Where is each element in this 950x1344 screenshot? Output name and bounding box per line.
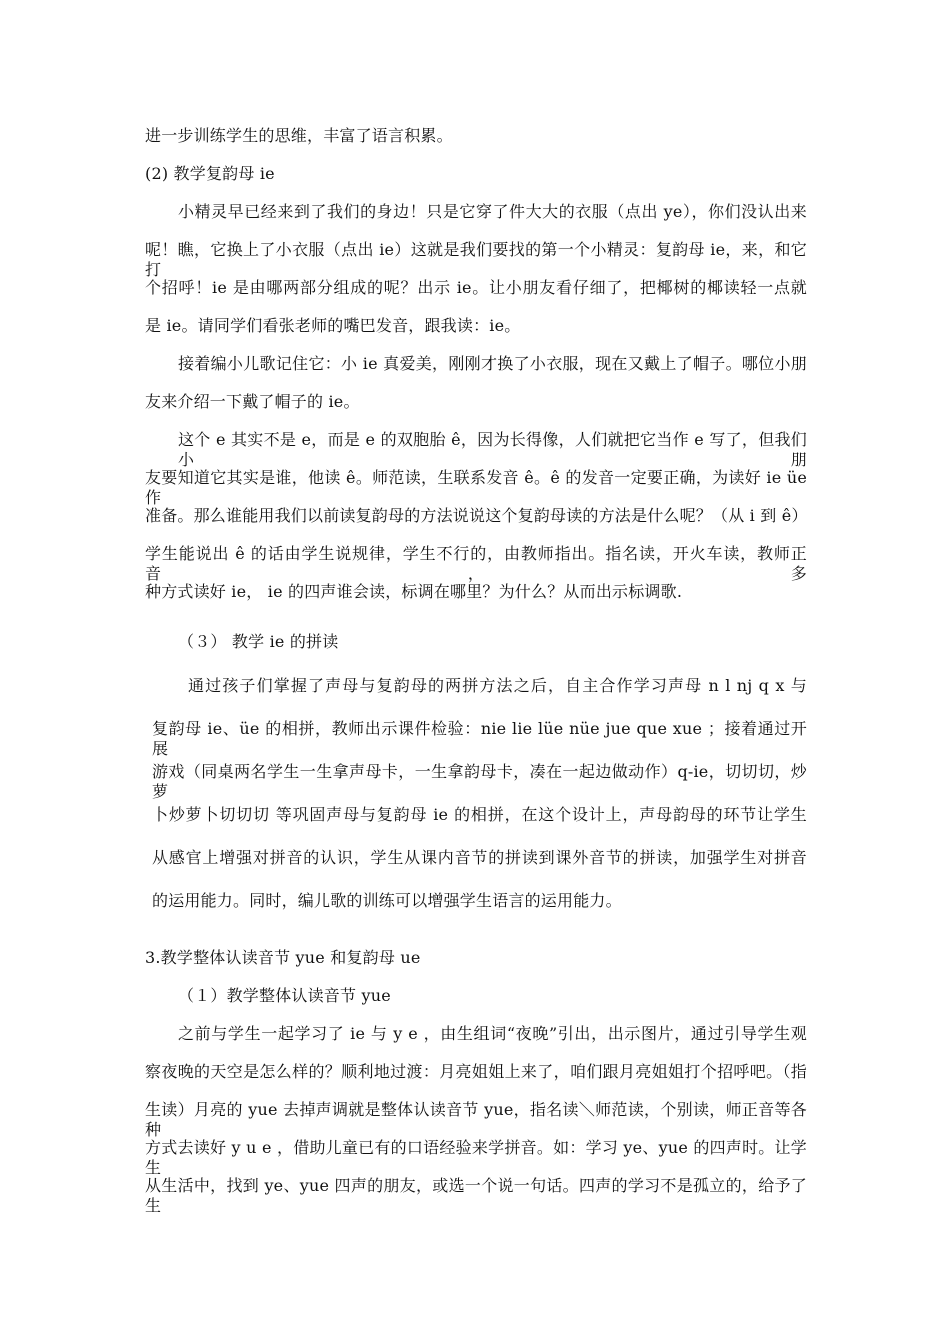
text-line-8: 友来介绍一下戴了帽子的 ie。 [145,392,360,411]
text-line-4: 呢！瞧，它换上了小衣服（点出 ie）这就是我们要找的第一个小精灵：复韵母 ie，来，和它打 [145,240,807,279]
text-line-16: 复韵母 ie、üe 的相拼，教师出示课件检验：nie lie lüe nüe jue que xue ；接着通过开展 [152,719,807,758]
text-line-13: 种方式读好 ie， ie 的四声谁会读，标调在哪里？为什么？从而出示标调歌. [145,582,683,601]
text-line-26: 方式去读好 y u e ，借助儿童已有的口语经验来学拼音。如：学习 ye、yue 的四声时。让学生 [145,1138,807,1177]
section-heading: 3.教学整体认读音节 yue 和复韵母 ue [145,948,421,967]
text-line-2: (2) 教学复韵母 ie [145,164,275,183]
text-line-5: 个招呼！ie 是由哪两部分组成的呢？出示 ie。让小朋友看仔细了，把椰树的椰读轻一点就 [145,278,807,297]
text-line-14: （３） 教学 ie 的拼读 [178,632,339,651]
text-line-15: 通过孩子们掌握了声母与复韵母的两拼方法之后，自主合作学习声母 n l nj q x 与 [188,676,807,695]
text-line-23: 之前与学生一起学习了 ie 与 y e ，由生组词“夜晚”引出，出示图片，通过引导学生观 [178,1024,807,1043]
text-line-1: 进一步训练学生的思维，丰富了语言积累。 [145,126,453,145]
text-line-7: 接着编小儿歌记住它：小 ie 真爱美，刚刚才换了小衣服，现在又戴上了帽子。哪位小朋 [178,354,807,373]
text-line-17: 游戏（同桌两名学生一生拿声母卡，一生拿韵母卡，凑在一起边做动作）q-ie，切切切，炒萝 [152,762,807,801]
text-line-12: 学生能说出 ê 的话由学生说规律，学生不行的，由教师指出。指名读，开火车读，教师正音，多 [145,544,807,583]
text-line-6: 是 ie。请同学们看张老师的嘴巴发音，跟我读：ie。 [145,316,521,335]
subsection-heading: （１）教学整体认读音节 yue [178,986,391,1005]
text-line-11: 准备。那么谁能用我们以前读复韵母的方法说说这个复韵母读的方法是什么呢？（从 i 到 ê） [145,506,808,525]
text-line-3: 小精灵早已经来到了我们的身边！只是它穿了件大大的衣服（点出 ye），你们没认出来 [178,202,807,221]
text-line-19: 从感官上增强对拼音的认识，学生从课内音节的拼读到课外音节的拼读，加强学生对拼音 [152,848,807,867]
text-line-27: 从生活中，找到 ye、yue 四声的朋友，或选一个说一句话。四声的学习不是孤立的，给予了生 [145,1176,807,1215]
text-line-18: 卜炒萝卜切切切 等巩固声母与复韵母 ie 的相拼，在这个设计上，声母韵母的环节让学生 [152,805,807,824]
text-line-24: 察夜晚的天空是怎么样的？顺利地过渡：月亮姐姐上来了，咱们跟月亮姐姐打个招呼吧。（指 [145,1062,807,1081]
text-line-10: 友要知道它其实是谁，他读 ê。师范读，生联系发音 ê。ê 的发音一定要正确，为读好 ie üe 作 [145,468,807,507]
text-line-25: 生读）月亮的 yue 去掉声调就是整体认读音节 yue，指名读＼师范读，个别读，师正音等各种 [145,1100,807,1139]
text-line-20: 的运用能力。同时，编儿歌的训练可以增强学生语言的运用能力。 [152,891,622,910]
text-line-9: 这个 e 其实不是 e，而是 e 的双胞胎 ê，因为长得像，人们就把它当作 e 写了，但我们小朋 [178,430,807,469]
